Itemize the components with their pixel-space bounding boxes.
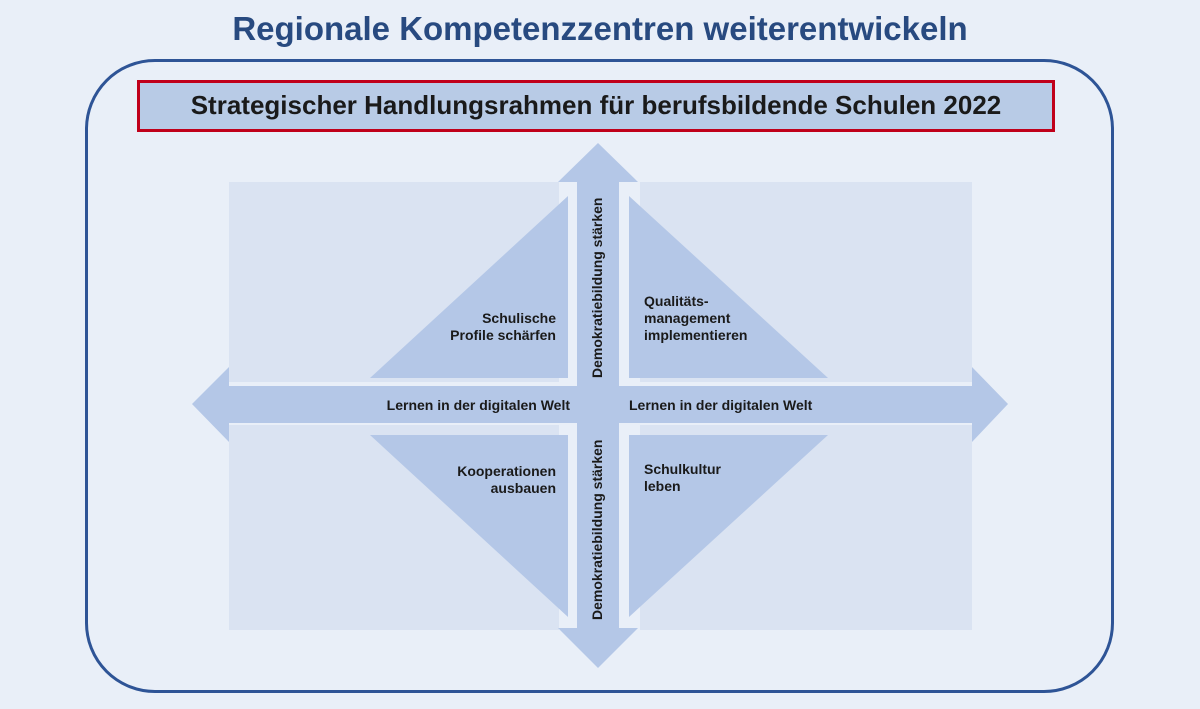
label-text: Schulkultur leben [644,461,722,494]
label-text: Kooperationen ausbauen [457,463,556,496]
subtitle-box: Strategischer Handlungsrahmen für berufsbildende Schulen 2022 [137,80,1055,132]
axis-label-top: Demokratiebildung stärken [589,197,605,378]
label-text: Qualitäts- management implementieren [644,293,748,343]
page-title: Regionale Kompetenzzentren weiterentwickeln [232,10,968,47]
label-kooperationen [420,463,556,497]
axis-label-bottom: Demokratiebildung stärken [589,439,605,620]
axis-label-right: Lernen in der digitalen Welt [629,397,813,413]
label-text: Schulische Profile schärfen [450,310,556,343]
axis-label-left: Lernen in der digitalen Welt [386,397,570,413]
label-schulkultur [644,461,814,495]
label-qualitaetsmanagement [644,293,814,344]
label-schulische-profile [420,310,556,344]
